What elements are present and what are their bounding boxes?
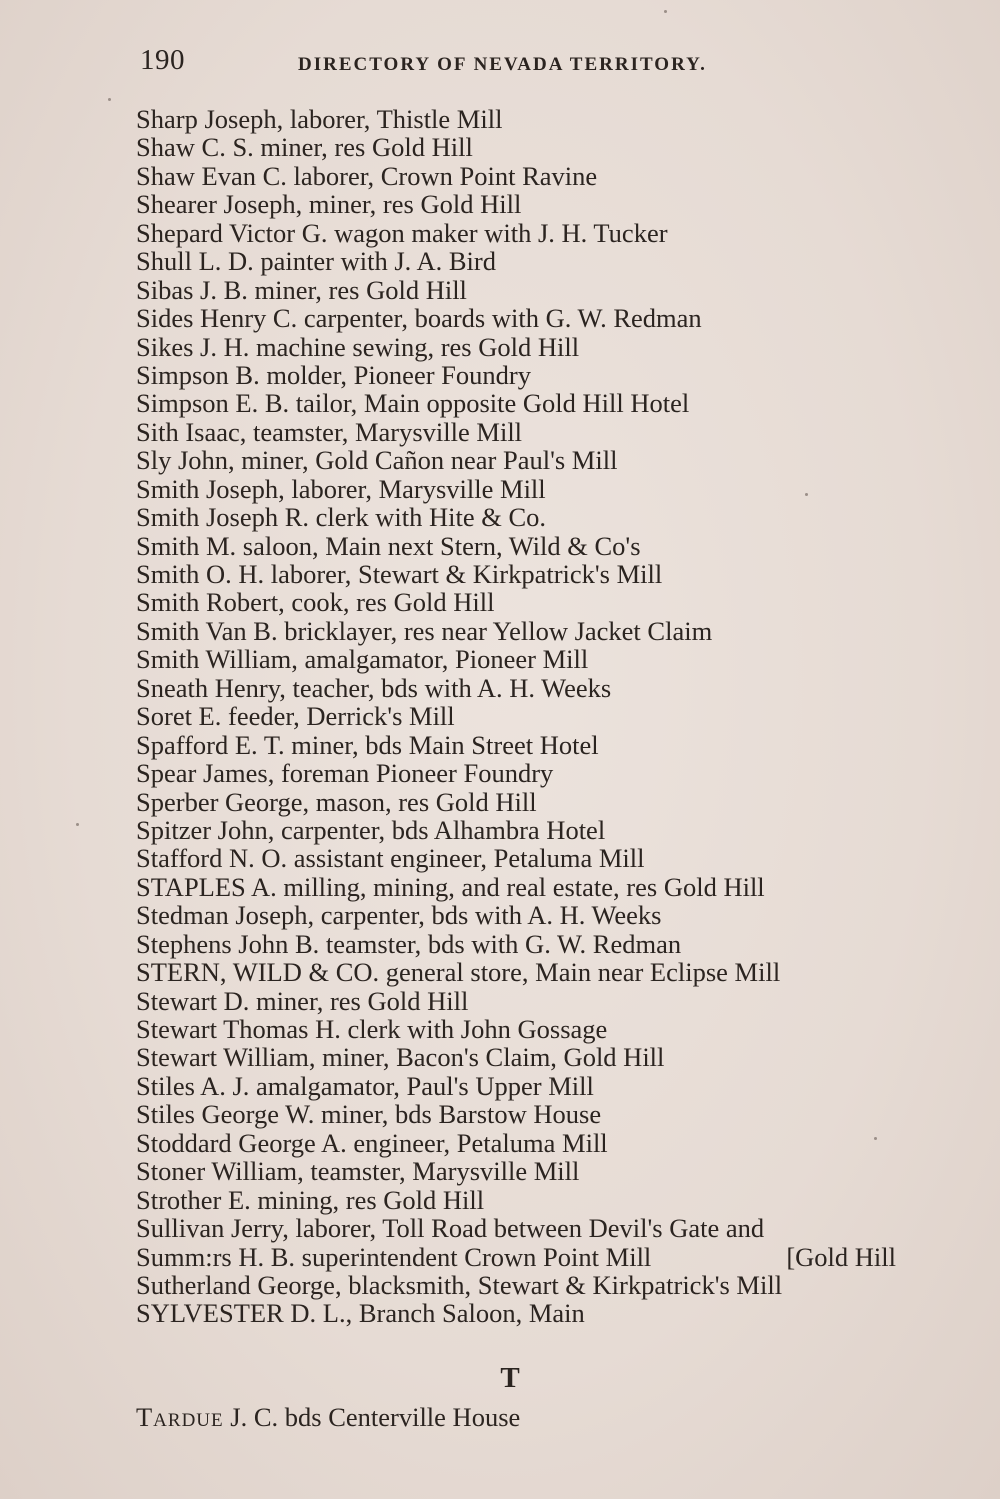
entry-text: Stewart Thomas H. clerk with John Gossage xyxy=(136,1014,608,1044)
entry-text: Shaw C. S. miner, res Gold Hill xyxy=(136,132,473,163)
page-number: 190 xyxy=(140,44,185,76)
entry-text: Sperber George, mason, res Gold Hill xyxy=(136,786,537,817)
directory-entry xyxy=(136,133,926,161)
directory-entry xyxy=(136,333,926,361)
directory-entry xyxy=(136,503,926,531)
directory-entry xyxy=(136,1271,926,1299)
paper-speck xyxy=(805,493,808,496)
directory-entry xyxy=(136,1015,926,1043)
entry-text: Spitzer John, carpenter, bds Alhambra Hotel xyxy=(136,814,606,845)
directory-entry xyxy=(136,219,926,247)
entry-text: Spafford E. T. miner, bds Main Street Hotel xyxy=(136,729,599,760)
directory-entry xyxy=(136,958,926,986)
entry-text: Soret E. feeder, Derrick's Mill xyxy=(136,701,455,732)
directory-entry xyxy=(136,816,926,844)
directory-entry xyxy=(136,389,926,417)
entry-text: Stephens John B. teamster, bds with G. W. Redman xyxy=(136,928,682,959)
directory-entry xyxy=(136,162,926,190)
directory-entry xyxy=(136,276,926,304)
paper-speck xyxy=(874,1137,877,1140)
directory-entry xyxy=(136,105,926,133)
directory-entry xyxy=(136,1072,926,1100)
entry-text: Sutherland George, blacksmith, Stewart & Kirkpatrick's Mill xyxy=(136,1269,783,1300)
running-title: DIRECTORY OF NEVADA TERRITORY. xyxy=(298,54,707,75)
entry-text: Summ:rs H. B. superintendent Crown Point Mill xyxy=(136,1241,652,1272)
entry-text: Smith O. H. laborer, Stewart & Kirkpatrick's Mill xyxy=(136,559,663,589)
entry-text: Smith Van B. bricklayer, res near Yellow Jacket Claim xyxy=(136,615,713,646)
directory-entry xyxy=(136,645,926,673)
entry-details: J. C. bds Centerville House xyxy=(230,1402,521,1432)
directory-entry xyxy=(136,588,926,616)
directory-entry xyxy=(136,190,926,218)
paper-speck xyxy=(664,10,667,13)
entry-text: Smith Joseph R. clerk with Hite & Co. xyxy=(136,502,546,533)
entry-text: Sullivan Jerry, laborer, Toll Road between Devil's Gate and xyxy=(136,1213,765,1244)
directory-entry xyxy=(136,1402,520,1433)
directory-entry xyxy=(136,560,926,588)
directory-entry xyxy=(136,446,926,474)
directory-entries xyxy=(136,105,926,1328)
entry-text: STAPLES A. milling, mining, and real estate, res Gold Hill xyxy=(136,871,765,902)
entry-text: Stoddard George A. engineer, Petaluma Mill xyxy=(136,1127,608,1158)
entry-text: Simpson E. B. tailor, Main opposite Gold Hill Hotel xyxy=(136,388,690,419)
entry-text: Shepard Victor G. wagon maker with J. H. Tucker xyxy=(136,217,668,248)
entry-text: Stiles George W. miner, bds Barstow House xyxy=(136,1099,602,1130)
directory-entry xyxy=(136,1129,926,1157)
directory-entry xyxy=(136,844,926,872)
directory-entry xyxy=(136,873,926,901)
directory-entry xyxy=(136,1100,926,1128)
directory-entry xyxy=(136,1157,926,1185)
directory-entry xyxy=(136,930,926,958)
directory-entry xyxy=(136,247,926,275)
directory-entry xyxy=(136,759,926,787)
directory-entry xyxy=(136,418,926,446)
directory-entry xyxy=(136,1299,926,1327)
entry-text: Stewart William, miner, Bacon's Claim, Gold Hill xyxy=(136,1042,665,1073)
directory-entry xyxy=(136,788,926,816)
entry-text: Smith M. saloon, Main next Stern, Wild & Co's xyxy=(136,530,641,561)
paper-speck xyxy=(108,98,111,101)
entry-text: Simpson B. molder, Pioneer Foundry xyxy=(136,359,531,390)
entry-text: Sneath Henry, teacher, bds with A. H. Weeks xyxy=(136,672,612,703)
entry-text: Shull L. D. painter with J. A. Bird xyxy=(136,246,496,277)
directory-entry xyxy=(136,987,926,1015)
directory-entry xyxy=(136,731,926,759)
directory-entry xyxy=(136,1186,926,1214)
directory-entry xyxy=(136,617,926,645)
entry-text: Stedman Joseph, carpenter, bds with A. H. Weeks xyxy=(136,900,662,931)
section-letter: T xyxy=(500,1362,520,1394)
entry-continuation: [Gold Hill xyxy=(786,1241,896,1272)
directory-entry xyxy=(136,702,926,730)
entry-text: Smith Joseph, laborer, Marysville Mill xyxy=(136,473,546,504)
entry-text: Stoner William, teamster, Marysville Mill xyxy=(136,1156,580,1187)
directory-entry xyxy=(136,361,926,389)
directory-entry xyxy=(136,1214,926,1242)
entry-text: Sibas J. B. miner, res Gold Hill xyxy=(136,274,467,305)
directory-entry xyxy=(136,1043,926,1071)
entry-text: Smith Robert, cook, res Gold Hill xyxy=(136,587,495,618)
directory-entry xyxy=(136,475,926,503)
entry-text: Shaw Evan C. laborer, Crown Point Ravine xyxy=(136,160,598,191)
entry-text: Shearer Joseph, miner, res Gold Hill xyxy=(136,189,522,220)
entry-text: Sikes J. H. machine sewing, res Gold Hill xyxy=(136,331,580,362)
directory-entry xyxy=(136,1243,926,1271)
directory-entry xyxy=(136,901,926,929)
paper-speck xyxy=(76,823,79,826)
entry-text: Stewart D. miner, res Gold Hill xyxy=(136,985,469,1016)
entry-text: Stafford N. O. assistant engineer, Petaluma Mill xyxy=(136,843,645,874)
directory-entry xyxy=(136,304,926,332)
entry-text: Sith Isaac, teamster, Marysville Mill xyxy=(136,416,523,447)
entry-text: Sides Henry C. carpenter, boards with G. W. Redman xyxy=(136,303,702,334)
page-header xyxy=(140,44,780,84)
entry-text: Sly John, miner, Gold Cañon near Paul's Mill xyxy=(136,445,618,476)
entry-text: SYLVESTER D. L., Branch Saloon, Main xyxy=(136,1298,585,1329)
entry-text: Smith William, amalgamator, Pioneer Mill xyxy=(136,644,589,675)
entry-text: Stiles A. J. amalgamator, Paul's Upper Mill xyxy=(136,1070,594,1101)
entry-text: Strother E. mining, res Gold Hill xyxy=(136,1184,485,1215)
directory-entry xyxy=(136,674,926,702)
entry-surname: Tardue xyxy=(136,1402,224,1432)
entry-text: STERN, WILD & CO. general store, Main near Eclipse Mill xyxy=(136,957,781,988)
entry-text: Sharp Joseph, laborer, Thistle Mill xyxy=(136,104,503,134)
entry-text: Spear James, foreman Pioneer Foundry xyxy=(136,758,554,789)
directory-entry xyxy=(136,532,926,560)
